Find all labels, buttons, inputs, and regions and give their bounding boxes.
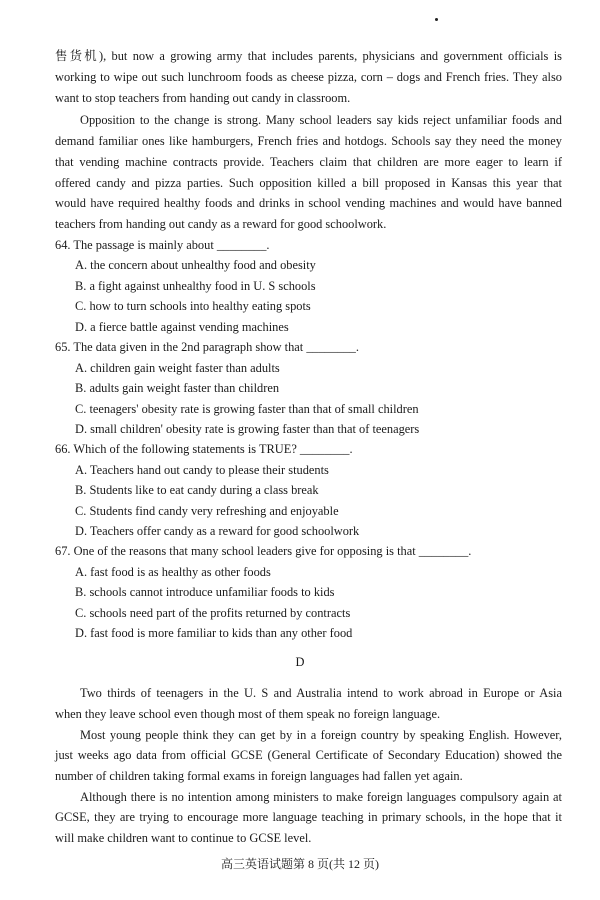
question-number: 66. (55, 442, 71, 456)
question-stem: The passage is mainly about ________. (73, 238, 270, 252)
passage-line: Although there is no intention among ministers to make foreign languages compulsory again at (80, 790, 562, 804)
question-stem: Which of the following statements is TRUE? ________. (73, 442, 353, 456)
option-b[interactable]: B. schools cannot introduce unfamiliar foods to kids (75, 585, 335, 599)
passage-line: Most young people think they can get by in a foreign country by speaking English. However, (80, 728, 562, 742)
option-d[interactable]: D. small children' obesity rate is growing faster than that of teenagers (75, 422, 420, 436)
option-d[interactable]: D. fast food is more familiar to kids than any other food (75, 626, 353, 640)
passage-line: just weeks ago data from official GCSE (General Certificate of Secondary Education) showed the (55, 748, 562, 762)
passage-line: offered candy and pizza parties. Such opposition killed a bill proposed in Kansas this year that (55, 176, 562, 190)
option-a[interactable]: A. Teachers hand out candy to please their students (75, 463, 329, 477)
option-a[interactable]: A. fast food is as healthy as other foods (75, 565, 271, 579)
passage-line: want to stop teachers from handing out candy in classroom. (55, 91, 351, 105)
passage-line: when they leave school even though most of them speak no foreign language. (55, 707, 441, 721)
question-stem: One of the reasons that many school leaders give for opposing is that ________. (73, 544, 472, 558)
question-number: 65. (55, 340, 71, 354)
option-c[interactable]: C. teenagers' obesity rate is growing faster than that of small children (75, 402, 419, 416)
passage-line: Two thirds of teenagers in the U. S and Australia intend to work abroad in Europe or Asia (80, 686, 562, 700)
option-a[interactable]: A. children gain weight faster than adults (75, 361, 280, 375)
passage-line: would have required healthy foods and drinks in school vending machines and would have banned (55, 196, 562, 210)
question-number: 64. (55, 238, 71, 252)
passage-line: Opposition to the change is strong. Many school leaders say kids reject unfamiliar foods and (80, 113, 562, 127)
passage-line: teachers from handing out candy as a reward for good schoolwork. (55, 217, 387, 231)
page-footer: 高三英语试题第 8 页(共 12 页) (221, 857, 379, 871)
option-b[interactable]: B. Students like to eat candy during a class break (75, 483, 319, 497)
passage-line: GCSE, they are trying to encourage more language teaching in primary schools, in the hope that it (55, 810, 562, 824)
option-d[interactable]: D. a fierce battle against vending machines (75, 320, 289, 334)
passage-line: that vending machine contracts provide. Teachers claim that children are more eager to learn if (55, 155, 562, 169)
section-heading: D (295, 655, 305, 669)
option-c[interactable]: C. Students find candy very refreshing and enjoyable (75, 504, 339, 518)
passage-line: number of children taking formal exams in foreign languages had fallen yet again. (55, 769, 463, 783)
scan-mark (435, 18, 438, 21)
option-c[interactable]: C. how to turn schools into healthy eating spots (75, 299, 311, 313)
passage-line: working to wipe out such lunchroom foods as cheese pizza, corn – dogs and French fries. They also (55, 70, 562, 84)
option-b[interactable]: B. a fight against unhealthy food in U. S schools (75, 279, 316, 293)
option-b[interactable]: B. adults gain weight faster than children (75, 381, 280, 395)
passage-line: will make children want to continue to GCSE level. (55, 831, 312, 845)
question-stem: The data given in the 2nd paragraph show that ________. (73, 340, 359, 354)
passage-line: 售货机), but now a growing army that includes parents, physicians and government officials is (55, 49, 562, 63)
question-number: 67. (55, 544, 71, 558)
option-a[interactable]: A. the concern about unhealthy food and obesity (75, 258, 316, 272)
option-c[interactable]: C. schools need part of the profits returned by contracts (75, 606, 351, 620)
option-d[interactable]: D. Teachers offer candy as a reward for good schoolwork (75, 524, 360, 538)
passage-line: demand familiar ones like hamburgers, French fries and hotdogs. Schools say they need the money (55, 134, 562, 148)
